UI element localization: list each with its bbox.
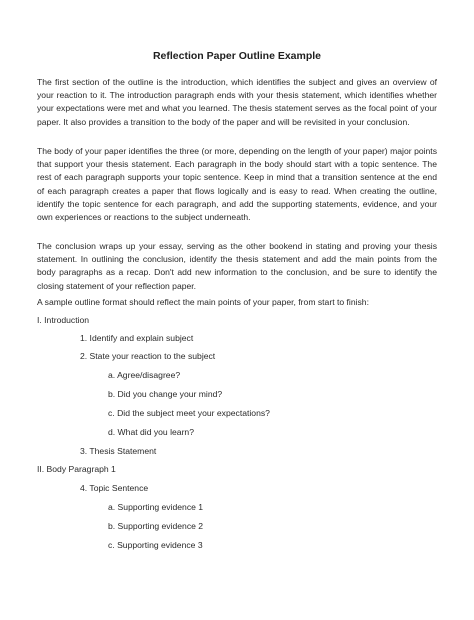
- outline-item: a. Agree/disagree?: [108, 370, 181, 380]
- outline-item: 4. Topic Sentence: [80, 483, 149, 493]
- outline-item: II. Body Paragraph 1: [37, 464, 116, 474]
- paragraph-introduction: The first section of the outline is the introduction, which identifies the subject and gives an overview of your reaction to it. The introduction paragraph ends with your thesis statement, which identifies whether your expectations were met and what you learned. The thesis statement serves as the focal point of your paper. It also provides a transition to the body of the paper and will be revisited in your conclusion.: [37, 77, 437, 127]
- outline-item: I. Introduction: [37, 315, 90, 325]
- outline-item: 3. Thesis Statement: [80, 446, 157, 456]
- outline-item: 1. Identify and explain subject: [80, 333, 194, 343]
- paragraph-body: The body of your paper identifies the three (or more, depending on the length of your paper) major points that support your thesis statement. Each paragraph in the body should start with a topic sentence. The rest of each paragraph supports your topic sentence. Keep in mind that a transition sentence at the end of each paragraph creates a paper that flows logically and is easy to read. When creating the outline, identify the topic sentence for each paragraph, and add the supporting statements, evidence, and your own experiences or reactions to the subject underneath.: [37, 146, 437, 223]
- document-title: Reflection Paper Outline Example: [152, 50, 322, 62]
- outline-item: d. What did you learn?: [108, 427, 194, 437]
- outline-item: c. Supporting evidence 3: [108, 540, 203, 550]
- outline-item: a. Supporting evidence 1: [108, 502, 204, 512]
- outline-item: b. Did you change your mind?: [108, 389, 223, 399]
- outline-item: c. Did the subject meet your expectations?: [108, 408, 270, 418]
- outline-item: 2. State your reaction to the subject: [80, 351, 216, 361]
- paragraph-sample-intro: A sample outline format should reflect the main points of your paper, from start to finish:: [37, 297, 369, 307]
- outline-item: b. Supporting evidence 2: [108, 521, 204, 531]
- paragraph-conclusion: The conclusion wraps up your essay, serving as the other bookend in stating and proving your thesis statement. In outlining the conclusion, identify the thesis statement and add the main points from the body paragraphs as a recap. Don't add new information to the conclusion, and be sure to identify the closing statement of your reflection paper.: [37, 241, 437, 291]
